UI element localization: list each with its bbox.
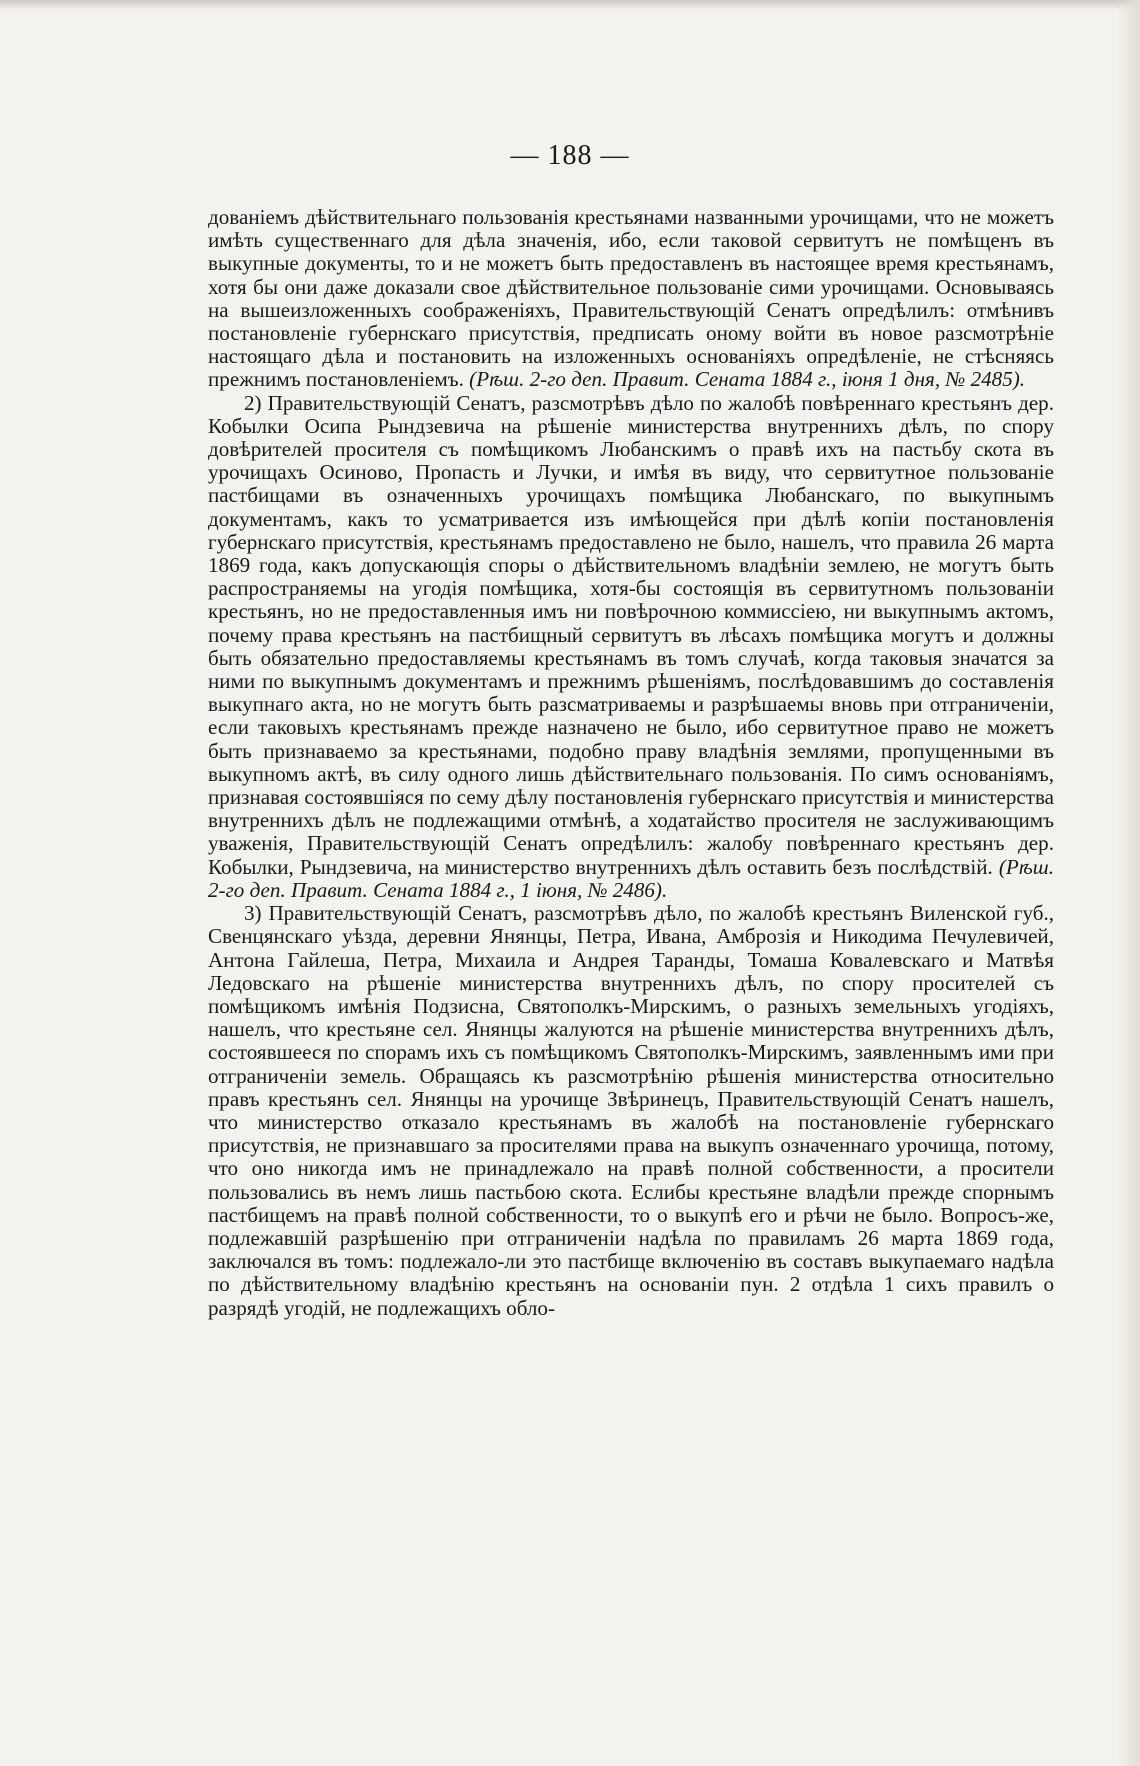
paragraph-1-citation: (Рѣш. 2-го деп. Правит. Сената 1884 г., іюня 1 дня, № 2485). — [469, 367, 1026, 392]
paragraph-3 — [208, 902, 1054, 1320]
paragraph-2-text: 2) Правительствующій Сенатъ, разсмотрѣвъ дѣло по жалобѣ повѣреннаго крестьянъ дер. Кобылки Осипа Рындзевича на рѣшеніе министерства внутреннихъ дѣлъ, по спору довѣрителей просителя съ помѣщикомъ Любанскимъ о правѣ ихъ на пастьбу скота въ урочищахъ Осиново, Пропасть и Лучки, и имѣя въ виду, что сервитутное пользованіе пастбищами въ означенныхъ урочищахъ помѣщика Любанскаго, по выкупнымъ документамъ, какъ то усматривается изъ имѣющейся при дѣлѣ копіи постановленія губернскаго присутствія, крестьянамъ предоставлено не было, нашелъ, что правила 26 марта 1869 года, какъ допускающія споры о дѣйствительномъ владѣніи землею, не могутъ быть распространяемы на угодія помѣщика, хотя-бы состоящія въ сервитутномъ пользованіи крестьянъ, но не предоставленныя имъ ни повѣрочною коммиссіею, ни выкупнымъ актомъ, почему права крестьянъ на пастбищный сервитутъ въ лѣсахъ помѣщика могутъ и должны быть обязательно предоставляемы крестьянамъ въ томъ случаѣ, когда таковыя значатся за ними по выкупнымъ документамъ и прежнимъ рѣшеніямъ, послѣдовавшимъ до составленія выкупнаго акта, но не могутъ быть разсматриваемы и разрѣшаемы вновь при отграниченіи, если таковыхъ крестьянамъ прежде назначено не было, ибо сервитутное право не можетъ быть признаваемо за крестьянами, подобно праву владѣнія землями, пропущенными въ выкупномъ актѣ, въ силу одного лишь дѣйствительнаго пользованія. По симъ основаніямъ, признавая состоявшіяся по сему дѣлу постановленія губернскаго присутствія и министерства внутреннихъ дѣлъ не подлежащими отмѣнѣ, а ходатайство просителя не заслуживающимъ уваженія, Правительствующій Сенатъ опредѣлилъ: жалобу повѣреннаго крестьянъ дер. Кобылки, Рындзевича, на министерство внутреннихъ дѣлъ оставить безъ послѣдствій. — [208, 390, 1054, 879]
page-number: — 188 — — [510, 140, 630, 171]
scan-edge-right — [1116, 0, 1140, 1766]
scan-edge-top — [0, 0, 1140, 10]
paragraph-1 — [208, 206, 1054, 392]
paragraph-3-text: 3) Правительствующій Сенатъ, разсмотрѣвъ дѣло, по жалобѣ крестьянъ Виленской губ., Свенцянскаго уѣзда, деревни Янянцы, Петра, Ивана, Амброзія и Никодима Печулевичей, Антона Гайлеша, Петра, Михаила и Андрея Таранды, Томаша Ковалевскаго и Матвѣя Ледовскаго на рѣшеніе министерства внутреннихъ дѣлъ, по спору просителей съ помѣщикомъ имѣнія Подзисна, Святополкъ-Мирскимъ, о разныхъ земельныхъ угодіяхъ, нашелъ, что крестьяне сел. Янянцы жалуются на рѣшеніе министерства внутреннихъ дѣлъ, состоявшееся по спорамъ ихъ съ помѣщикомъ Святополкъ-Мирскимъ, заявленнымъ ими при отграниченіи земель. Обращаясь къ разсмотрѣнію рѣшенія министерства относительно правъ крестьянъ сел. Янянцы на урочище Звѣринецъ, Правительствующій Сенатъ нашелъ, что министерство отказало крестьянамъ въ жалобѣ на постановленіе губернскаго присутствія, не признавшаго за просителями права на выкупъ означеннаго урочища, потому, что оно никогда имъ не принадлежало на правѣ полной собственности, а просители пользовались въ немъ лишь пастьбою скота. Еслибы крестьяне владѣли прежде спорнымъ пастбищемъ на правѣ полной собственности, то о выкупѣ его и рѣчи не было. Вопросъ-же, подлежавшій разрѣшенію при отграниченіи надѣла по правиламъ 26 марта 1869 года, заключался въ томъ: подлежало-ли это пастбище включенію въ составъ выкупаемаго надѣла по дѣйствительному владѣнію крестьянъ на основаніи пун. 2 отдѣла 1 сихъ правилъ о разрядѣ угодій, не подлежащихъ обло- — [208, 901, 1054, 1320]
paragraph-2-citation: (Рѣш. 2-го деп. Правит. Сената 1884 г., 1 іюня, № 2486). — [208, 854, 1055, 902]
page-body — [208, 206, 1054, 1320]
paragraph-1-text: дованіемъ дѣйствительнаго пользованія крестьянами названными урочищами, что не можетъ имѣть существеннаго для дѣла значенія, ибо, если таковой сервитутъ не помѣщенъ въ выкупные документы, то и не можетъ быть предоставленъ въ настоящее время крестьянамъ, хотя бы они даже доказали свое дѣйствительное пользованіе сими урочищами. Основываясь на вышеизложенныхъ соображеніяхъ, Правительствующій Сенатъ опредѣлилъ: отмѣнивъ постановленіе губернскаго присутствія, предписать оному войти въ новое разсмотрѣніе настоящаго дѣла и постановить на изложенныхъ основаніяхъ опредѣленіе, не стѣсняясь прежнимъ постановленіемъ. — [208, 205, 1054, 392]
paragraph-2 — [208, 392, 1054, 902]
